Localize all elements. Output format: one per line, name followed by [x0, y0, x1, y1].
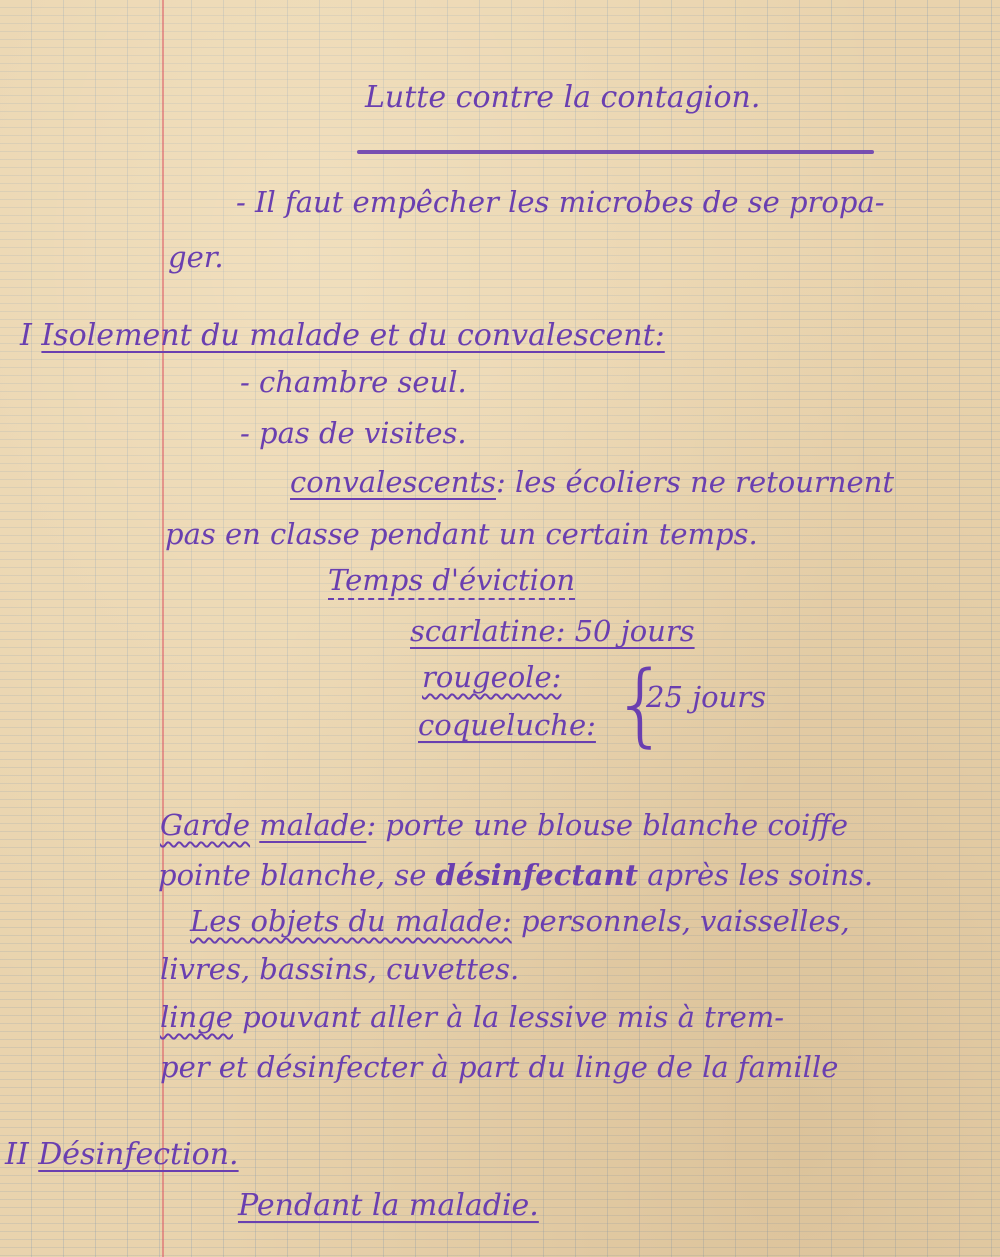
garde-malade-line-cont [158, 858, 873, 892]
objets-line [190, 904, 850, 938]
garde-cont-2: après les soins. [647, 858, 874, 892]
eviction-rougeole: rougeole: [422, 660, 562, 694]
linge-label: linge [160, 1000, 233, 1034]
eviction-coqueluche: coqueluche: [418, 708, 596, 742]
section1-heading [20, 318, 665, 353]
section2-heading [5, 1137, 239, 1172]
section2-title: Désinfection. [38, 1137, 239, 1172]
garde-text: : porte une blouse blanche coiffe [366, 808, 849, 842]
page-title: Lutte contre la contagion. [365, 80, 761, 115]
section2-number: II [5, 1137, 29, 1172]
eviction-title: Temps d'éviction [328, 563, 576, 597]
brace-symbol: { [612, 652, 670, 757]
convalescents-line-cont: pas en classe pendant un certain temps. [165, 517, 758, 551]
malade-label: malade [259, 808, 367, 842]
linge-text: pouvant aller à la lessive mis à trem- [242, 1000, 785, 1034]
section1-title: Isolement du malade et du convalescent: [41, 318, 665, 353]
intro-line: - Il faut empêcher les microbes de se propa- [236, 185, 885, 219]
list-item-visites: - pas de visites. [240, 416, 467, 450]
intro-line-cont: ger. [168, 240, 224, 274]
objets-line-cont: livres, bassins, cuvettes. [160, 952, 520, 986]
garde-cont-1: pointe blanche, se [158, 858, 427, 892]
garde-label: Garde [160, 808, 251, 842]
section1-number: I [20, 318, 32, 353]
convalescents-line [290, 465, 894, 499]
title-rule [357, 150, 874, 154]
convalescents-text: : les écoliers ne retournent [496, 465, 894, 499]
linge-line-cont: per et désinfecter à part du linge de la famille [160, 1050, 839, 1084]
convalescents-label: convalescents [290, 465, 496, 499]
list-item-chambre: - chambre seul. [240, 365, 467, 399]
eviction-shared-days: 25 jours [646, 680, 766, 714]
linge-line [160, 1000, 784, 1034]
objets-label: Les objets du malade: [190, 904, 512, 938]
section2-subheading: Pendant la maladie. [238, 1188, 539, 1223]
objets-text: personnels, vaisselles, [520, 904, 850, 938]
garde-malade-line [160, 808, 848, 842]
garde-cont-bold: désinfectant [435, 858, 639, 892]
eviction-scarlatine: scarlatine: 50 jours [410, 614, 695, 648]
